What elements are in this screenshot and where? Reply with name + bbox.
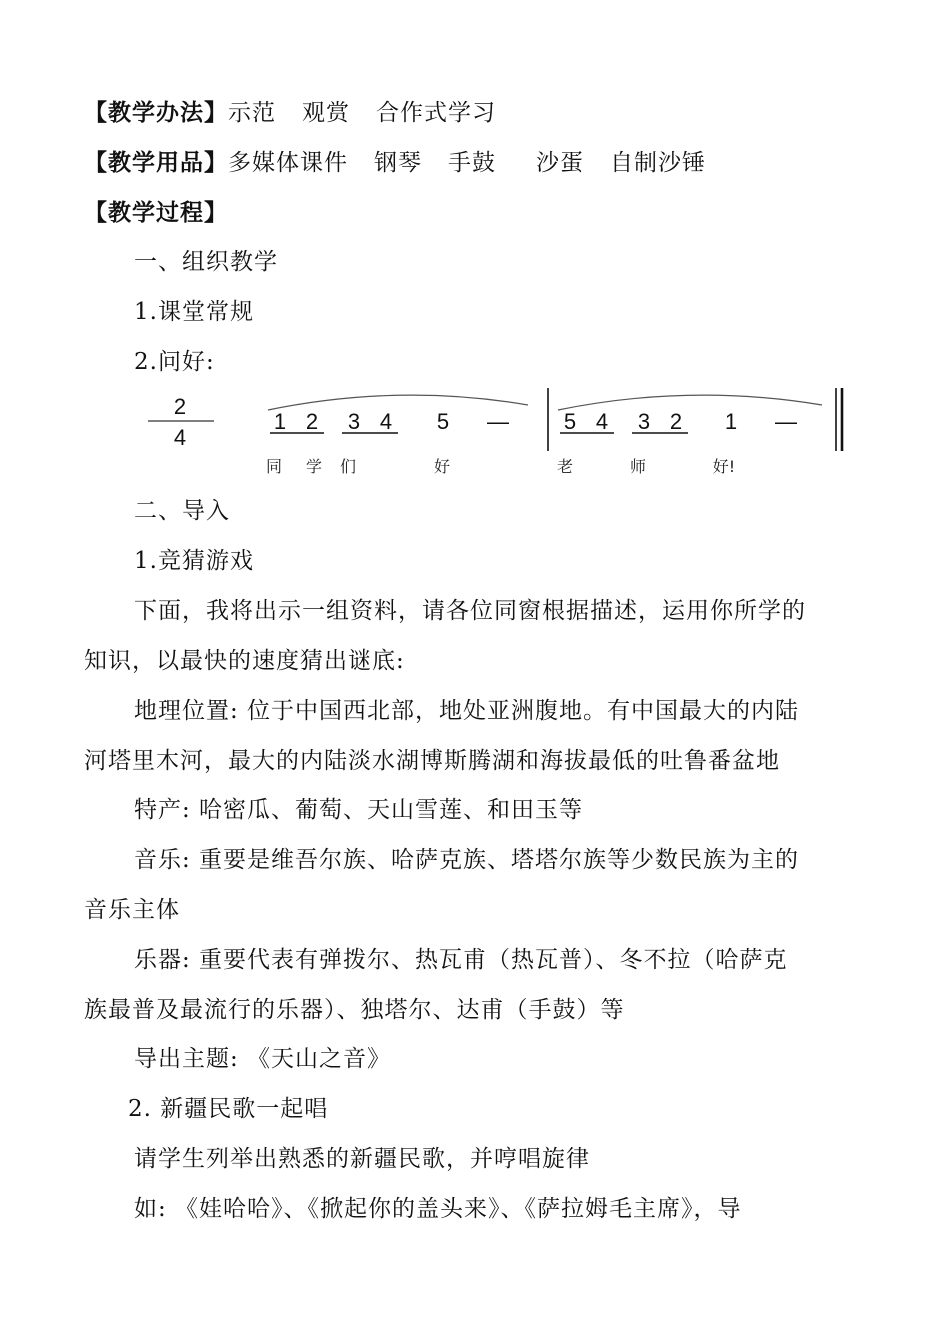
lyric: 师 (629, 457, 647, 476)
products-line: 特产: 哈密瓜、葡萄、天山雪莲、和田玉等 (134, 797, 584, 823)
note-dash: — (775, 409, 797, 434)
time-signature-top: 2 (173, 394, 187, 419)
lyric: 同 (265, 457, 283, 476)
lyric: 老 (556, 457, 574, 476)
theme-line: 导出主题: 《天山之音》 (134, 1046, 392, 1072)
greeting-score (130, 385, 850, 485)
note: 1 (724, 409, 738, 434)
section-1-item-1: 1.课堂常规 (134, 299, 254, 325)
geography-line: 地理位置: 位于中国西北部，地处亚洲腹地。有中国最大的内陆 (134, 698, 800, 724)
section-2-item-2: 2. 新疆民歌一起唱 (128, 1096, 329, 1122)
note: 5 (563, 409, 577, 434)
tool-item: 多媒体课件 (228, 150, 348, 176)
lyric: 好 (433, 457, 451, 476)
section-1-item-2: 2.问好: (134, 349, 215, 375)
tools-line (84, 148, 706, 178)
methods-line (84, 98, 496, 128)
note: 5 (436, 409, 450, 434)
tool-item: 手鼓 (448, 150, 496, 176)
method-item: 合作式学习 (376, 100, 496, 126)
note: 4 (595, 409, 609, 434)
lyric: 学 (305, 457, 323, 476)
section-1-title: 一、组织教学 (134, 249, 278, 275)
slur-2 (558, 395, 822, 410)
music-line: 音乐: 重要是维吾尔族、哈萨克族、塔塔尔族等少数民族为主的 (134, 847, 800, 873)
tool-item: 钢琴 (374, 150, 422, 176)
note: 1 (273, 409, 287, 434)
note: 3 (637, 409, 651, 434)
paragraph-line: 知识，以最快的速度猜出谜底: (84, 648, 405, 674)
method-item: 观赏 (302, 100, 350, 126)
music-line: 音乐主体 (84, 897, 180, 923)
ask-line: 请学生列举出熟悉的新疆民歌，并哼唱旋律 (134, 1146, 590, 1172)
methods-label: 【教学办法】 (84, 99, 228, 126)
time-signature-bottom: 4 (173, 425, 187, 450)
paragraph-line: 下面，我将出示一组资料，请各位同窗根据描述，运用你所学的 (134, 598, 806, 624)
tool-item: 自制沙锤 (610, 150, 706, 176)
lyric: 们 (339, 457, 357, 476)
note: 2 (669, 409, 683, 434)
tool-item: 沙蛋 (536, 150, 584, 176)
instruments-line: 族最普及最流行的乐器）、独塔尔、达甫（手鼓）等 (84, 997, 625, 1023)
method-item: 示范 (228, 100, 276, 126)
note: 4 (379, 409, 393, 434)
instruments-line: 乐器: 重要代表有弹拨尔、热瓦甫（热瓦普）、冬不拉（哈萨克 (134, 947, 788, 973)
note: 3 (347, 409, 361, 434)
slur-1 (268, 395, 528, 410)
lyric: 好! (712, 457, 736, 476)
process-label: 【教学过程】 (84, 199, 228, 226)
note-dash: — (487, 409, 509, 434)
section-2-item-1: 1.竞猜游戏 (134, 548, 254, 574)
section-2-title: 二、导入 (134, 498, 230, 524)
examples-line: 如: 《娃哈哈》、《掀起你的盖头来》、《萨拉姆毛主席》，导 (134, 1196, 742, 1222)
note: 2 (305, 409, 319, 434)
geography-line: 河塔里木河，最大的内陆淡水湖博斯腾湖和海拔最低的吐鲁番盆地 (84, 748, 780, 774)
tools-label: 【教学用品】 (84, 149, 228, 176)
